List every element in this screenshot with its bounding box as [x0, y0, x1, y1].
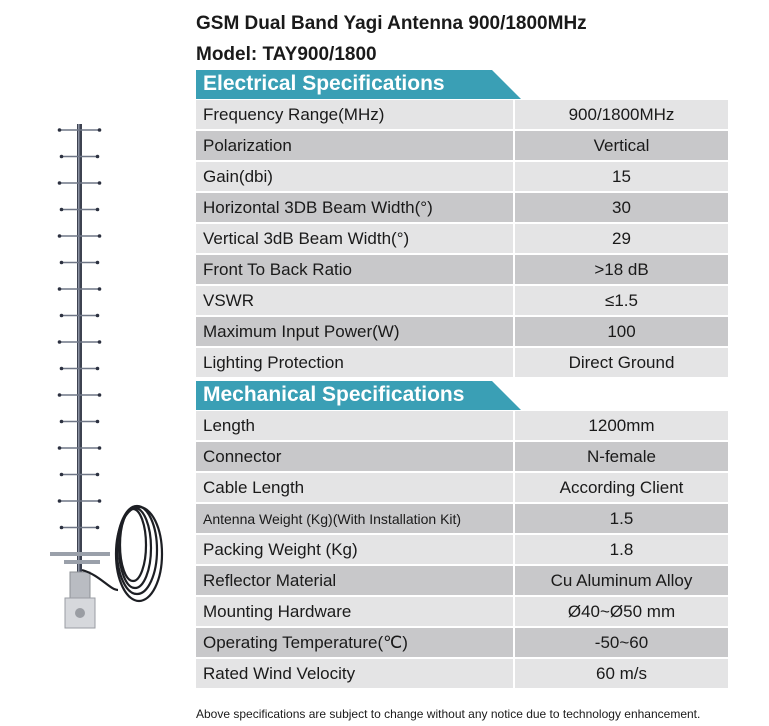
electrical-spec-value: 15	[514, 161, 728, 192]
mechanical-spec-value: Ø40~Ø50 mm	[514, 596, 728, 627]
disclaimer-footnote: Above specifications are subject to change without any notice due to technology enhancement.	[196, 707, 701, 721]
spec-row	[196, 254, 728, 285]
spec-row	[196, 472, 728, 503]
mechanical-specs-table	[196, 411, 728, 690]
mechanical-spec-value: 1200mm	[514, 411, 728, 441]
mechanical-spec-value: 1.5	[514, 503, 728, 534]
yagi-antenna-icon	[40, 120, 165, 635]
spec-row	[196, 441, 728, 472]
electrical-specs-heading-label: Electrical Specifications	[203, 72, 445, 95]
electrical-spec-name: Maximum Input Power(W)	[196, 316, 514, 347]
spec-row	[196, 316, 728, 347]
product-title: GSM Dual Band Yagi Antenna 900/1800MHz	[196, 13, 587, 34]
mechanical-spec-name: Connector	[196, 441, 514, 472]
mechanical-spec-name: Cable Length	[196, 472, 514, 503]
spec-row	[196, 658, 728, 689]
mechanical-spec-value: 60 m/s	[514, 658, 728, 689]
mechanical-spec-value: According Client	[514, 472, 728, 503]
spec-row	[196, 100, 728, 130]
mechanical-spec-value: -50~60	[514, 627, 728, 658]
spec-row	[196, 534, 728, 565]
mechanical-spec-name: Length	[196, 411, 514, 441]
mechanical-spec-name: Packing Weight (Kg)	[196, 534, 514, 565]
electrical-specs-heading	[196, 70, 521, 99]
electrical-spec-value: 900/1800MHz	[514, 100, 728, 130]
electrical-spec-value: Vertical	[514, 130, 728, 161]
spec-row	[196, 347, 728, 378]
electrical-spec-value: 30	[514, 192, 728, 223]
spec-row	[196, 130, 728, 161]
electrical-spec-value: 100	[514, 316, 728, 347]
mechanical-spec-value: Cu Aluminum Alloy	[514, 565, 728, 596]
mechanical-spec-value: N-female	[514, 441, 728, 472]
electrical-spec-name: VSWR	[196, 285, 514, 316]
electrical-spec-name: Horizontal 3DB Beam Width(°)	[196, 192, 514, 223]
electrical-spec-value: >18 dB	[514, 254, 728, 285]
electrical-spec-value: Direct Ground	[514, 347, 728, 378]
spec-row	[196, 285, 728, 316]
mechanical-spec-name: Mounting Hardware	[196, 596, 514, 627]
spec-row	[196, 411, 728, 441]
mechanical-specs-heading-label: Mechanical Specifications	[203, 383, 465, 406]
spec-row	[196, 503, 728, 534]
electrical-spec-name: Gain(dbi)	[196, 161, 514, 192]
electrical-spec-name: Vertical 3dB Beam Width(°)	[196, 223, 514, 254]
spec-row	[196, 223, 728, 254]
mechanical-specs-heading	[196, 381, 521, 410]
mechanical-spec-name: Reflector Material	[196, 565, 514, 596]
spec-row	[196, 627, 728, 658]
spec-row	[196, 192, 728, 223]
mechanical-spec-name: Operating Temperature(℃)	[196, 627, 514, 658]
electrical-spec-name: Polarization	[196, 130, 514, 161]
electrical-spec-value: 29	[514, 223, 728, 254]
mechanical-spec-name: Rated Wind Velocity	[196, 658, 514, 689]
mechanical-spec-name: Antenna Weight (Kg)(With Installation Kit)	[196, 503, 514, 534]
spec-row	[196, 596, 728, 627]
model-number: Model: TAY900/1800	[196, 44, 377, 65]
electrical-spec-value: ≤1.5	[514, 285, 728, 316]
spec-row	[196, 565, 728, 596]
electrical-specs-table	[196, 100, 728, 379]
electrical-spec-name: Lighting Protection	[196, 347, 514, 378]
spec-row	[196, 161, 728, 192]
electrical-spec-name: Frequency Range(MHz)	[196, 100, 514, 130]
electrical-spec-name: Front To Back Ratio	[196, 254, 514, 285]
mechanical-spec-value: 1.8	[514, 534, 728, 565]
